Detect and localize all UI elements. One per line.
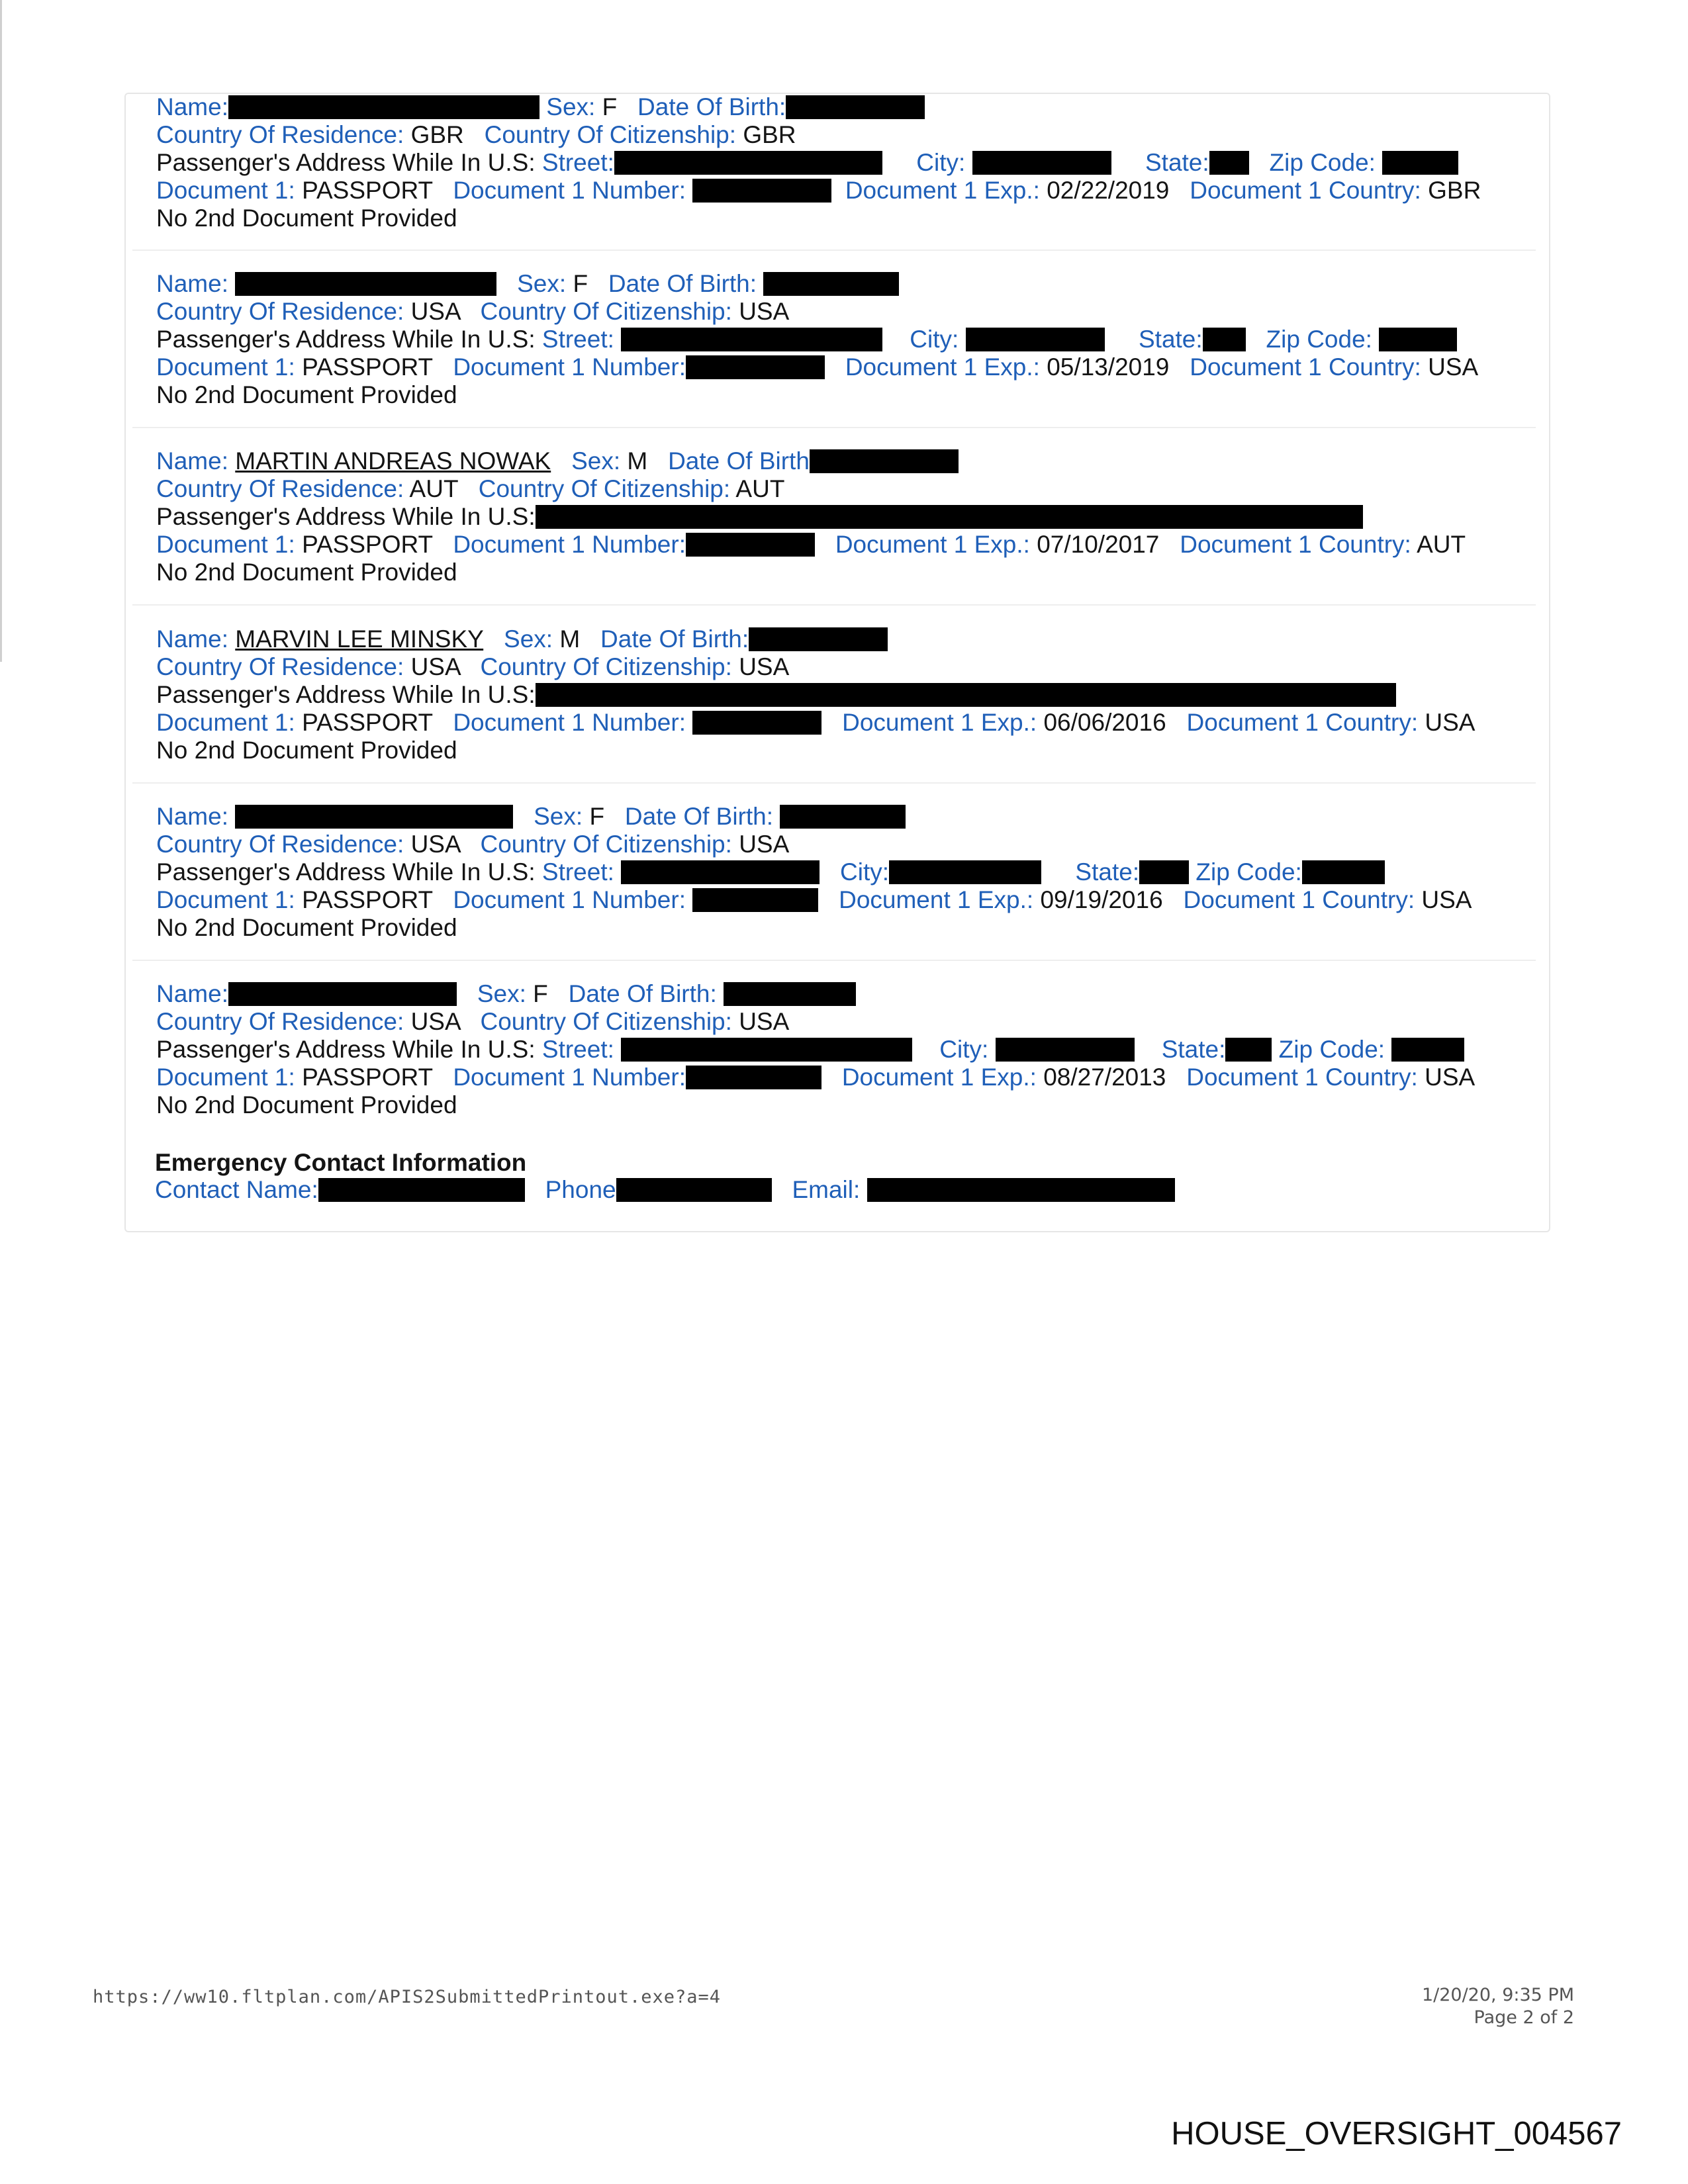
redacted-zip (1379, 328, 1457, 351)
redacted-dob (749, 627, 888, 651)
no-doc2-row: No 2nd Document Provided (156, 737, 457, 764)
footer-url: https://ww10.fltplan.com/APIS2SubmittedPrintout.exe?a=4 (93, 1987, 722, 2007)
country-row: Country Of Residence: AUT Country Of Citizenship: AUT (156, 475, 785, 502)
redacted-doc-number (692, 711, 821, 735)
record-divider (132, 960, 1536, 961)
redacted-name (228, 982, 457, 1006)
redacted-doc-number (686, 1066, 821, 1089)
redacted-dob (763, 272, 899, 296)
redacted-state (1203, 328, 1246, 351)
bates-number: HOUSE_OVERSIGHT_004567 (1171, 2116, 1622, 2152)
passenger-name: MARTIN ANDREAS NOWAK (235, 447, 551, 475)
name-row: Name: Sex: F Date Of Birth: (156, 802, 906, 831)
record-divider (132, 782, 1536, 784)
no-doc2-row: No 2nd Document Provided (156, 559, 457, 586)
redacted-zip (1391, 1038, 1464, 1062)
record-divider (132, 604, 1536, 606)
passenger-record-5 (156, 802, 1546, 968)
passenger-record-4 (156, 625, 1546, 790)
redacted-state (1225, 1038, 1272, 1062)
emergency-contact-heading: Emergency Contact Information (155, 1149, 527, 1176)
address-row: Passenger's Address While In U.S: Street: City: State: Zip Code: (156, 148, 1458, 177)
redacted-doc-number (692, 888, 818, 912)
country-row: Country Of Residence: USA Country Of Citizenship: USA (156, 1008, 790, 1035)
redacted-city (996, 1038, 1135, 1062)
redacted-zip (1382, 151, 1458, 175)
redacted-address (536, 683, 1396, 707)
address-row: Passenger's Address While In U.S: (156, 680, 1396, 709)
country-row: Country Of Residence: USA Country Of Citizenship: USA (156, 831, 790, 858)
redacted-street (621, 1038, 912, 1062)
document-row: Document 1: PASSPORT Document 1 Number: Document 1 Exp.: 02/22/2019 Document 1 Country: GBR (156, 177, 1481, 204)
passenger-record-6 (156, 979, 1546, 1145)
document-row: Document 1: PASSPORT Document 1 Number: Document 1 Exp.: 07/10/2017 Document 1 Country: AUT (156, 531, 1466, 558)
record-divider (132, 427, 1536, 428)
redacted-name (235, 805, 513, 829)
record-divider (132, 250, 1536, 251)
emergency-contact-row: Contact Name: Phone Email: (155, 1175, 1175, 1205)
address-row: Passenger's Address While In U.S: Street: City: State: Zip Code: (156, 325, 1457, 354)
redacted-dob (786, 95, 925, 119)
passenger-record-1 (156, 93, 1546, 258)
scan-edge-line (0, 0, 2, 662)
name-row: Name: Sex: F Date Of Birth: (156, 93, 925, 122)
address-row: Passenger's Address While In U.S: Street: City: State: Zip Code: (156, 1035, 1464, 1064)
address-row: Passenger's Address While In U.S: Street: City: State: Zip Code: (156, 858, 1385, 887)
redacted-contact-name (318, 1178, 525, 1202)
redacted-zip (1302, 860, 1385, 884)
passenger-record-3 (156, 447, 1546, 612)
redacted-name (228, 95, 539, 119)
redacted-doc-number (686, 355, 825, 379)
document-row: Document 1: PASSPORT Document 1 Number: Document 1 Exp.: 05/13/2019 Document 1 Country: USA (156, 353, 1479, 381)
name-row: Name: Sex: F Date Of Birth: (156, 269, 899, 298)
redacted-phone (616, 1178, 772, 1202)
redacted-state (1209, 151, 1249, 175)
no-doc2-row: No 2nd Document Provided (156, 914, 457, 941)
redacted-street (621, 860, 820, 884)
country-row: Country Of Residence: USA Country Of Citizenship: USA (156, 298, 790, 325)
no-doc2-row: No 2nd Document Provided (156, 1091, 457, 1118)
document-row: Document 1: PASSPORT Document 1 Number: Document 1 Exp.: 09/19/2016 Document 1 Country: USA (156, 886, 1472, 913)
redacted-city (972, 151, 1111, 175)
no-doc2-row: No 2nd Document Provided (156, 381, 457, 408)
redacted-city (889, 860, 1041, 884)
passenger-name: MARVIN LEE MINSKY (235, 625, 484, 653)
redacted-city (966, 328, 1105, 351)
redacted-street (614, 151, 882, 175)
country-row: Country Of Residence: GBR Country Of Citizenship: GBR (156, 121, 796, 148)
document-row: Document 1: PASSPORT Document 1 Number: Document 1 Exp.: 06/06/2016 Document 1 Country: USA (156, 709, 1476, 736)
redacted-doc-number (692, 179, 831, 203)
redacted-name (235, 272, 496, 296)
name-row: Name: Sex: F Date Of Birth: (156, 979, 856, 1009)
country-row: Country Of Residence: USA Country Of Citizenship: USA (156, 653, 790, 680)
redacted-street (621, 328, 882, 351)
page-number: Page 2 of 2 (1474, 2007, 1574, 2028)
no-doc2-row: No 2nd Document Provided (156, 205, 457, 232)
redacted-doc-number (686, 533, 815, 557)
redacted-address (536, 505, 1363, 529)
footer-datetime (1422, 1984, 1574, 2029)
address-row: Passenger's Address While In U.S: (156, 502, 1363, 531)
redacted-dob (724, 982, 856, 1006)
redacted-email (867, 1178, 1175, 1202)
document-row: Document 1: PASSPORT Document 1 Number: Document 1 Exp.: 08/27/2013 Document 1 Country: USA (156, 1064, 1476, 1091)
redacted-dob (810, 449, 959, 473)
redacted-state (1139, 860, 1189, 884)
passenger-record-2 (156, 269, 1546, 435)
print-date: 1/20/20, 9:35 PM (1421, 1985, 1574, 2005)
sex-value: F (602, 93, 618, 120)
name-row: Name: MARVIN LEE MINSKY Sex: M Date Of Birth: (156, 625, 888, 654)
name-row: Name: MARTIN ANDREAS NOWAK Sex: M Date Of Birth (156, 447, 959, 476)
redacted-dob (780, 805, 906, 829)
